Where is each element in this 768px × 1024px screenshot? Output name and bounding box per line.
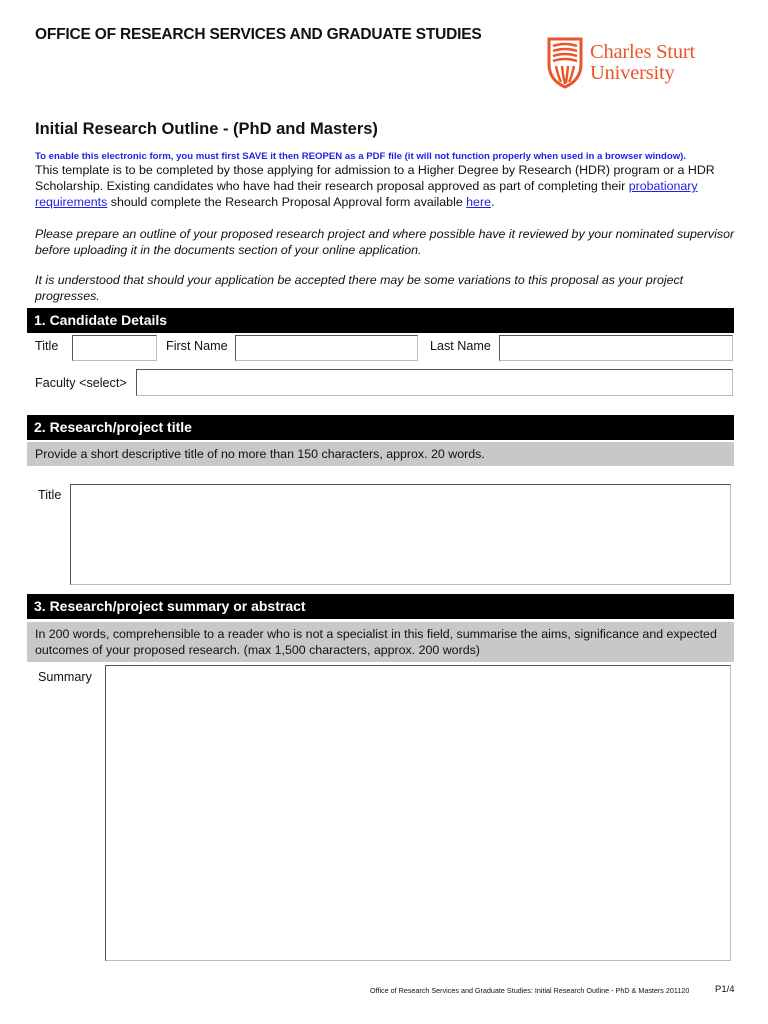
- here-link[interactable]: here: [466, 195, 491, 209]
- first-name-label: First Name: [166, 339, 228, 353]
- office-title: OFFICE OF RESEARCH SERVICES AND GRADUATE STUDIES: [35, 26, 482, 43]
- first-name-field[interactable]: [235, 335, 418, 361]
- section-3-heading: 3. Research/project summary or abstract: [27, 594, 734, 619]
- title-field[interactable]: [72, 335, 157, 361]
- university-name: [590, 42, 695, 84]
- intro-text-1: This template is to be completed by those applying for admission to a Higher Degree by Research (HDR) program or a HDR Scholarship. Existing candidates who have had their research proposal approved as part of completing their: [35, 163, 715, 193]
- intro-text-3: .: [490, 195, 495, 209]
- page-number: P1/4: [715, 984, 735, 995]
- faculty-select[interactable]: [136, 369, 733, 396]
- footer-text: Office of Research Services and Graduate Studies: Initial Research Outline - PhD & Masters 201120: [370, 986, 690, 995]
- shield-icon: [546, 36, 584, 90]
- university-name-line2: University: [590, 62, 675, 84]
- probationary-requirements-link[interactable]: probationary requirements: [35, 179, 698, 209]
- save-notice: To enable this electronic form, you must first SAVE it then REOPEN as a PDF file (it will not function properly when used in a browser window).: [35, 151, 687, 162]
- summary-hint: In 200 words, comprehensible to a reader who is not a specialist in this field, summarise the aims, significance and expected outcomes of your proposed research. (max 1,500 characters, approx. 200 words): [27, 622, 734, 662]
- intro-text-2: should complete the Research Proposal Approval form available: [107, 195, 467, 209]
- research-title-field[interactable]: [70, 484, 731, 585]
- variation-paragraph: It is understood that should your application be accepted there may be some variations to this proposal as your project progresses.: [35, 273, 684, 303]
- last-name-field[interactable]: [499, 335, 733, 361]
- research-title-label: Title: [38, 488, 62, 502]
- summary-label: Summary: [38, 670, 92, 684]
- summary-field[interactable]: [105, 665, 731, 961]
- university-name-line1: Charles Sturt: [590, 41, 696, 63]
- last-name-label: Last Name: [430, 339, 491, 353]
- section-1-heading: 1. Candidate Details: [27, 308, 734, 333]
- title-label: Title: [35, 339, 59, 353]
- intro-paragraph: [35, 162, 735, 210]
- faculty-label: Faculty <select>: [35, 376, 127, 390]
- section-2-heading: 2. Research/project title: [27, 415, 734, 440]
- title-hint: Provide a short descriptive title of no more than 150 characters, approx. 20 words.: [27, 442, 734, 466]
- document-title: Initial Research Outline - (PhD and Masters): [35, 120, 378, 138]
- instruction-paragraph: Please prepare an outline of your proposed research project and where possible have it reviewed by your nominated supervisor before uploading it in the documents section of your online application.: [35, 227, 735, 257]
